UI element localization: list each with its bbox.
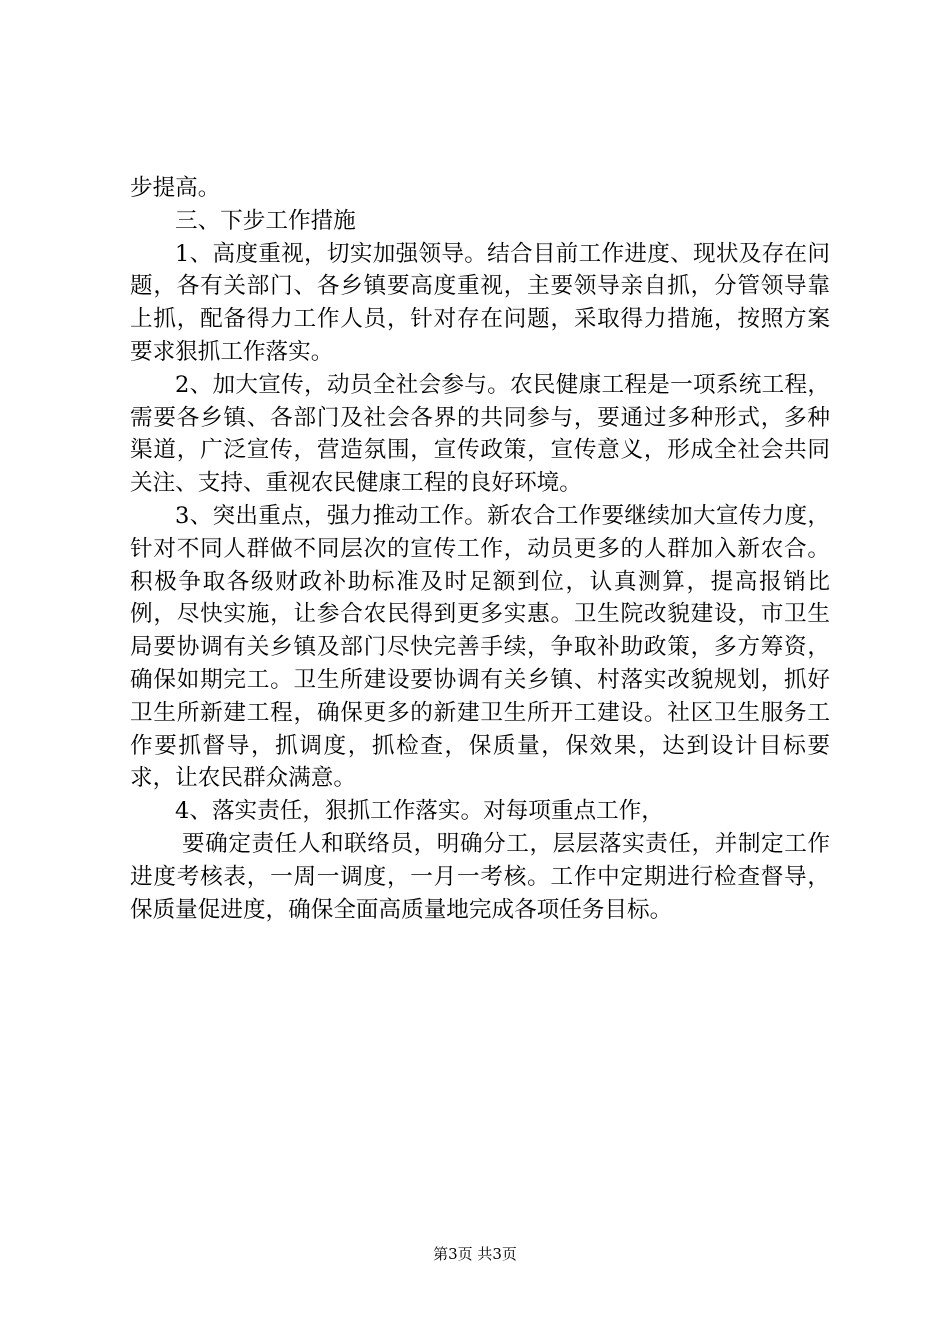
page-number-footer: 第3页 共3页: [433, 1245, 517, 1263]
paragraph-measure-1: 1、高度重视，切实加强领导。结合目前工作进度、现状及存在问题，各有关部门、各乡镇要高度重视，主要领导亲自抓，分管领导靠上抓，配备得力工作人员，针对存在问题，采取得力措施，按照方案要求狠抓工作落实。: [130, 240, 830, 365]
section-heading: 三、下步工作措施: [175, 207, 356, 234]
paragraph-measure-2: 2、加大宣传，动员全社会参与。农民健康工程是一项系统工程，需要各乡镇、各部门及社会各界的共同参与，要通过多种形式，多种渠道，广泛宣传，营造氛围，宣传政策，宣传意义，形成全社会共同关注、支持、重视农民健康工程的良好环境。: [130, 371, 830, 497]
document-body: [130, 172, 830, 926]
paragraph-measure-4: 4、落实责任，狠抓工作落实。对每项重点工作，: [175, 798, 664, 825]
paragraph-continuation: 步提高。: [130, 175, 221, 201]
paragraph-measure-4-continued: 要确定责任人和联络员，明确分工，层层落实责任，并制定工作进度考核表，一周一调度，一月一考核。工作中定期进行检查督导，保质量促进度，确保全面高质量地完成各项任务目标。: [130, 830, 830, 923]
paragraph-measure-3: 3、突出重点，强力推动工作。新农合工作要继续加大宣传力度，针对不同人群做不同层次的宣传工作，动员更多的人群加入新农合。积极争取各级财政补助标准及时足额到位，认真测算，提高报销比例，尽快实施，让参合农民得到更多实惠。卫生院改貌建设，市卫生局要协调有关乡镇及部门尽快完善手续，争取补助政策，多方筹资，确保如期完工。卫生所建设要协调有关乡镇、村落实改貌规划，抓好卫生所新建工程，确保更多的新建卫生所开工建设。社区卫生服务工作要抓督导，抓调度，抓检查，保质量，保效果，达到设计目标要求，让农民群众满意。: [130, 502, 830, 792]
